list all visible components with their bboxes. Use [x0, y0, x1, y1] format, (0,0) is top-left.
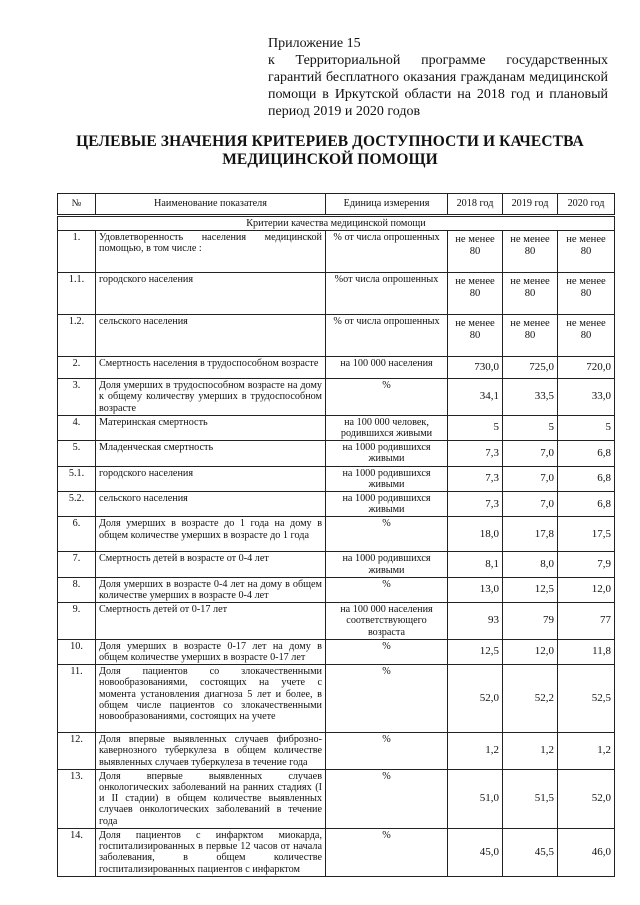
row-indicator: Младенческая смертность: [96, 441, 326, 466]
row-number: 3.: [58, 379, 96, 416]
row-indicator: Доля умерших в возрасте до 1 года на дому в общем количестве умерших в возрасте до 1 года: [96, 517, 326, 552]
row-unit: на 1000 родившихся живыми: [326, 441, 448, 466]
row-2019: 12,5: [503, 577, 558, 602]
row-indicator: Доля умерших в трудоспособном возрасте на дому к общему количеству умерших в трудоспособном возрасте: [96, 379, 326, 416]
row-2020: 77: [558, 603, 615, 640]
table-row: [58, 415, 615, 440]
row-number: 6.: [58, 517, 96, 552]
table-row: [58, 441, 615, 466]
row-indicator: Доля впервые выявленных случаев онкологических заболеваний на ранних стадиях (I и II стадии) в общем количестве выявленных случаев онкологических заболеваний в течение года: [96, 769, 326, 828]
table-header-row: [58, 194, 615, 216]
row-2018: не менее 80: [448, 315, 503, 357]
row-2020: 17,5: [558, 517, 615, 552]
row-number: 12.: [58, 733, 96, 770]
row-indicator: городского населения: [96, 466, 326, 491]
row-number: 2.: [58, 357, 96, 379]
row-2019: 45,5: [503, 828, 558, 876]
row-2019: не менее 80: [503, 273, 558, 315]
row-indicator: Смертность детей в возрасте от 0-4 лет: [96, 552, 326, 577]
row-2018: 1,2: [448, 733, 503, 770]
row-unit: % от числа опрошенных: [326, 231, 448, 273]
appendix-number: Приложение 15: [268, 36, 361, 51]
table-row: [58, 231, 615, 273]
document-title: ЦЕЛЕВЫЕ ЗНАЧЕНИЯ КРИТЕРИЕВ ДОСТУПНОСТИ И КАЧЕСТВА МЕДИЦИНСКОЙ ПОМОЩИ: [76, 133, 584, 168]
col-indicator: Наименование показателя: [96, 194, 326, 216]
row-2020: 52,5: [558, 665, 615, 733]
row-indicator: Удовлетворенность населения медицинской помощью, в том числе :: [96, 231, 326, 273]
row-2020: 6,8: [558, 492, 615, 517]
row-2019: 7,0: [503, 492, 558, 517]
table-row: [58, 379, 615, 416]
table-row: [58, 466, 615, 491]
row-2019: 17,8: [503, 517, 558, 552]
row-number: 1.2.: [58, 315, 96, 357]
row-2020: не менее 80: [558, 273, 615, 315]
row-unit: %: [326, 665, 448, 733]
row-indicator: Доля умерших в возрасте 0-17 лет на дому в общем количестве умерших в возрасте 0-17 лет: [96, 639, 326, 664]
row-2019: 33,5: [503, 379, 558, 416]
row-indicator: Смертность населения в трудоспособном возрасте: [96, 357, 326, 379]
table-row: [58, 639, 615, 664]
table-row: [58, 577, 615, 602]
row-2020: 7,9: [558, 552, 615, 577]
row-2019: 12,0: [503, 639, 558, 664]
row-2018: 12,5: [448, 639, 503, 664]
row-unit: на 100 000 человек, родившихся живыми: [326, 415, 448, 440]
table-row: [58, 603, 615, 640]
row-number: 14.: [58, 828, 96, 876]
row-number: 9.: [58, 603, 96, 640]
row-2020: не менее 80: [558, 231, 615, 273]
row-2020: 12,0: [558, 577, 615, 602]
row-unit: %: [326, 733, 448, 770]
row-indicator: Смертность детей от 0-17 лет: [96, 603, 326, 640]
row-unit: на 100 000 населения соответствующего возраста: [326, 603, 448, 640]
table-row: [58, 273, 615, 315]
row-2018: 7,3: [448, 492, 503, 517]
row-unit: %: [326, 828, 448, 876]
appendix-header: [268, 35, 608, 120]
row-indicator: Материнская смертность: [96, 415, 326, 440]
table-row: [58, 315, 615, 357]
row-unit: %: [326, 379, 448, 416]
row-2019: 51,5: [503, 769, 558, 828]
row-indicator: Доля умерших в возрасте 0-4 лет на дому в общем количестве умерших в возрасте 0-4 лет: [96, 577, 326, 602]
row-number: 13.: [58, 769, 96, 828]
row-2020: 52,0: [558, 769, 615, 828]
row-number: 11.: [58, 665, 96, 733]
row-unit: на 100 000 населения: [326, 357, 448, 379]
row-2018: 730,0: [448, 357, 503, 379]
row-2018: 34,1: [448, 379, 503, 416]
table-row: [58, 552, 615, 577]
row-unit: %от числа опрошенных: [326, 273, 448, 315]
table-row: [58, 492, 615, 517]
row-2020: 46,0: [558, 828, 615, 876]
row-number: 7.: [58, 552, 96, 577]
row-indicator: Доля пациентов с инфарктом миокарда, госпитализированных в первые 12 часов от начала заболевания, в общем количестве госпитализированных пациентов с инфарктом: [96, 828, 326, 876]
table-row: [58, 769, 615, 828]
table-row: [58, 357, 615, 379]
row-2018: 93: [448, 603, 503, 640]
row-2018: 5: [448, 415, 503, 440]
row-unit: на 1000 родившихся живыми: [326, 492, 448, 517]
table-row: [58, 733, 615, 770]
row-2019: не менее 80: [503, 231, 558, 273]
row-unit: %: [326, 769, 448, 828]
row-2018: 7,3: [448, 441, 503, 466]
row-number: 1.: [58, 231, 96, 273]
row-number: 1.1.: [58, 273, 96, 315]
col-unit: Единица измерения: [326, 194, 448, 216]
row-unit: на 1000 родившихся живыми: [326, 552, 448, 577]
section-title: Критерии качества медицинской помощи: [58, 216, 615, 231]
row-indicator: городского населения: [96, 273, 326, 315]
row-2018: 7,3: [448, 466, 503, 491]
row-2019: 8,0: [503, 552, 558, 577]
row-unit: % от числа опрошенных: [326, 315, 448, 357]
row-number: 5.1.: [58, 466, 96, 491]
row-indicator: Доля впервые выявленных случаев фиброзно-кавернозного туберкулеза в общем количестве выявленных случаев туберкулеза в течение года: [96, 733, 326, 770]
row-2018: 45,0: [448, 828, 503, 876]
row-2019: 52,2: [503, 665, 558, 733]
row-2020: 11,8: [558, 639, 615, 664]
row-2020: 1,2: [558, 733, 615, 770]
col-number: №: [58, 194, 96, 216]
col-2020: 2020 год: [558, 194, 615, 216]
row-number: 10.: [58, 639, 96, 664]
row-2019: 725,0: [503, 357, 558, 379]
row-2018: 18,0: [448, 517, 503, 552]
row-2018: 8,1: [448, 552, 503, 577]
section-row: [58, 216, 615, 231]
row-unit: %: [326, 639, 448, 664]
row-2018: не менее 80: [448, 273, 503, 315]
row-2020: 33,0: [558, 379, 615, 416]
col-2018: 2018 год: [448, 194, 503, 216]
row-2018: 51,0: [448, 769, 503, 828]
row-number: 5.2.: [58, 492, 96, 517]
row-2019: 79: [503, 603, 558, 640]
row-2018: 52,0: [448, 665, 503, 733]
appendix-description: к Территориальной программе государственных гарантий бесплатного оказания гражданам медицинской помощи в Иркутской области на 2018 год и плановый период 2019 и 2020 годов: [268, 53, 608, 119]
row-number: 4.: [58, 415, 96, 440]
col-2019: 2019 год: [503, 194, 558, 216]
table-row: [58, 665, 615, 733]
row-unit: %: [326, 517, 448, 552]
row-number: 5.: [58, 441, 96, 466]
row-number: 8.: [58, 577, 96, 602]
row-2020: 6,8: [558, 466, 615, 491]
row-2020: 6,8: [558, 441, 615, 466]
row-indicator: Доля пациентов со злокачественными новообразованиями, состоящих на учете с момента установления диагноза 5 лет и более, в общем числе пациентов со злокачественными новообразованиями, состоящих на учете: [96, 665, 326, 733]
row-2019: 5: [503, 415, 558, 440]
row-unit: %: [326, 577, 448, 602]
row-indicator: сельского населения: [96, 492, 326, 517]
table-row: [58, 828, 615, 876]
row-2020: 5: [558, 415, 615, 440]
row-2019: 7,0: [503, 441, 558, 466]
row-2019: не менее 80: [503, 315, 558, 357]
row-indicator: сельского населения: [96, 315, 326, 357]
row-2020: не менее 80: [558, 315, 615, 357]
table-row: [58, 517, 615, 552]
row-2018: не менее 80: [448, 231, 503, 273]
criteria-table: [57, 193, 615, 877]
row-2019: 1,2: [503, 733, 558, 770]
row-unit: на 1000 родившихся живыми: [326, 466, 448, 491]
row-2020: 720,0: [558, 357, 615, 379]
row-2019: 7,0: [503, 466, 558, 491]
row-2018: 13,0: [448, 577, 503, 602]
